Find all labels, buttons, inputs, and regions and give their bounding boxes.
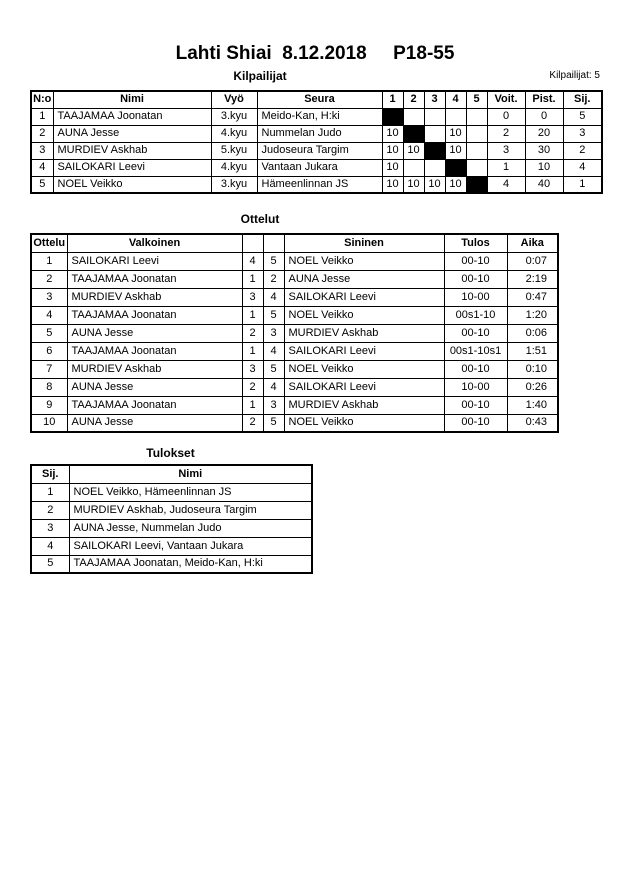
col-header-club: Seura	[257, 91, 382, 108]
blue-competitor-number: 4	[263, 342, 284, 360]
score-cell	[424, 108, 445, 125]
blue-competitor-number: 5	[263, 360, 284, 378]
blue-competitor-number: 5	[263, 414, 284, 432]
results-header-row	[31, 465, 312, 483]
competitor-number: 3	[31, 142, 53, 159]
blue-competitor-number: 3	[263, 396, 284, 414]
col-header-blue-number	[263, 234, 284, 252]
match-result: 00-10	[444, 396, 507, 414]
competitor-club: Judoseura Targim	[257, 142, 382, 159]
competitor-belt: 5.kyu	[211, 142, 257, 159]
section-title-results: Tulokset	[146, 446, 195, 460]
competitor-number: 2	[31, 125, 53, 142]
match-result: 10-00	[444, 378, 507, 396]
section-title-competitors: Kilpailijat	[233, 69, 287, 83]
results-table	[30, 464, 313, 574]
competitor-name: AUNA Jesse	[53, 125, 211, 142]
match-result: 00s1-10s1	[444, 342, 507, 360]
col-header-blue: Sininen	[284, 234, 444, 252]
competitor-row	[31, 108, 602, 125]
result-row	[31, 483, 312, 501]
match-time: 1:40	[507, 396, 558, 414]
competitor-points: 40	[525, 176, 563, 193]
result-name: AUNA Jesse, Nummelan Judo	[69, 519, 312, 537]
match-time: 2:19	[507, 270, 558, 288]
white-name: MURDIEV Askhab	[67, 288, 242, 306]
match-row	[31, 324, 558, 342]
competitor-wins: 0	[487, 108, 525, 125]
match-time: 0:43	[507, 414, 558, 432]
match-number: 8	[31, 378, 67, 396]
blue-competitor-number: 4	[263, 378, 284, 396]
competitor-points: 10	[525, 159, 563, 176]
result-row	[31, 519, 312, 537]
blue-name: SAILOKARI Leevi	[284, 378, 444, 396]
result-place: 4	[31, 537, 69, 555]
col-header-time: Aika	[507, 234, 558, 252]
match-number: 9	[31, 396, 67, 414]
result-name: NOEL Veikko, Hämeenlinnan JS	[69, 483, 312, 501]
match-row	[31, 270, 558, 288]
col-header-white: Valkoinen	[67, 234, 242, 252]
score-cell: 10	[382, 142, 403, 159]
match-result: 00-10	[444, 252, 507, 270]
match-row	[31, 252, 558, 270]
score-cell: 10	[382, 125, 403, 142]
competitor-place: 3	[563, 125, 602, 142]
col-header-place: Sij.	[563, 91, 602, 108]
match-result: 00-10	[444, 270, 507, 288]
blue-name: MURDIEV Askhab	[284, 324, 444, 342]
white-name: AUNA Jesse	[67, 378, 242, 396]
match-time: 0:10	[507, 360, 558, 378]
white-name: AUNA Jesse	[67, 414, 242, 432]
competitor-row	[31, 176, 602, 193]
col-header-points: Pist.	[525, 91, 563, 108]
competitor-belt: 3.kyu	[211, 108, 257, 125]
match-number: 5	[31, 324, 67, 342]
col-header-opp3: 3	[424, 91, 445, 108]
competitor-row	[31, 159, 602, 176]
matches-header-row	[31, 234, 558, 252]
result-place: 2	[31, 501, 69, 519]
match-row	[31, 396, 558, 414]
match-result: 10-00	[444, 288, 507, 306]
col-header-match: Ottelu	[31, 234, 67, 252]
competitor-place: 4	[563, 159, 602, 176]
match-time: 0:06	[507, 324, 558, 342]
col-header-belt: Vyö	[211, 91, 257, 108]
match-row	[31, 378, 558, 396]
competitor-place: 2	[563, 142, 602, 159]
competitor-place: 1	[563, 176, 602, 193]
white-competitor-number: 2	[242, 378, 263, 396]
white-name: TAAJAMAA Joonatan	[67, 270, 242, 288]
competitors-count-label: Kilpailijat: 5	[549, 70, 600, 81]
white-name: SAILOKARI Leevi	[67, 252, 242, 270]
match-result: 00s1-10	[444, 306, 507, 324]
competitor-club: Nummelan Judo	[257, 125, 382, 142]
match-time: 0:26	[507, 378, 558, 396]
match-number: 2	[31, 270, 67, 288]
score-cell-self	[424, 142, 445, 159]
score-cell: 10	[403, 176, 424, 193]
competitor-number: 4	[31, 159, 53, 176]
score-cell	[403, 159, 424, 176]
result-row	[31, 555, 312, 573]
score-cell-self	[403, 125, 424, 142]
result-name: SAILOKARI Leevi, Vantaan Jukara	[69, 537, 312, 555]
white-name: TAAJAMAA Joonatan	[67, 342, 242, 360]
white-competitor-number: 1	[242, 306, 263, 324]
score-cell: 10	[382, 159, 403, 176]
score-cell-self	[466, 176, 487, 193]
match-number: 6	[31, 342, 67, 360]
competitor-points: 30	[525, 142, 563, 159]
competitor-points: 20	[525, 125, 563, 142]
match-number: 4	[31, 306, 67, 324]
competitor-row	[31, 125, 602, 142]
col-header-no: N:o	[31, 91, 53, 108]
score-cell: 10	[445, 125, 466, 142]
blue-competitor-number: 4	[263, 288, 284, 306]
match-number: 1	[31, 252, 67, 270]
score-cell-self	[445, 159, 466, 176]
score-cell	[466, 125, 487, 142]
competitor-number: 5	[31, 176, 53, 193]
blue-name: AUNA Jesse	[284, 270, 444, 288]
competitors-header-row	[31, 91, 602, 108]
blue-competitor-number: 5	[263, 252, 284, 270]
col-header-opp2: 2	[403, 91, 424, 108]
competitor-row	[31, 142, 602, 159]
score-cell	[466, 159, 487, 176]
result-name: MURDIEV Askhab, Judoseura Targim	[69, 501, 312, 519]
competitor-number: 1	[31, 108, 53, 125]
match-time: 1:20	[507, 306, 558, 324]
score-cell: 10	[445, 142, 466, 159]
competitor-club: Vantaan Jukara	[257, 159, 382, 176]
score-cell: 10	[382, 176, 403, 193]
blue-name: NOEL Veikko	[284, 306, 444, 324]
blue-competitor-number: 3	[263, 324, 284, 342]
result-place: 5	[31, 555, 69, 573]
competitor-club: Hämeenlinnan JS	[257, 176, 382, 193]
col-header-result: Tulos	[444, 234, 507, 252]
competitor-belt: 4.kyu	[211, 159, 257, 176]
match-time: 0:47	[507, 288, 558, 306]
blue-name: SAILOKARI Leevi	[284, 342, 444, 360]
score-cell-self	[382, 108, 403, 125]
match-number: 10	[31, 414, 67, 432]
col-header-name: Nimi	[53, 91, 211, 108]
white-name: TAAJAMAA Joonatan	[67, 396, 242, 414]
match-number: 7	[31, 360, 67, 378]
white-competitor-number: 1	[242, 396, 263, 414]
competitor-points: 0	[525, 108, 563, 125]
competitors-table	[30, 90, 603, 194]
match-result: 00-10	[444, 324, 507, 342]
competitor-name: SAILOKARI Leevi	[53, 159, 211, 176]
score-cell: 10	[424, 176, 445, 193]
competitor-wins: 3	[487, 142, 525, 159]
match-result: 00-10	[444, 360, 507, 378]
result-place: 3	[31, 519, 69, 537]
white-competitor-number: 3	[242, 288, 263, 306]
match-row	[31, 414, 558, 432]
result-row	[31, 501, 312, 519]
col-header-opp5: 5	[466, 91, 487, 108]
score-cell: 10	[403, 142, 424, 159]
competitor-wins: 2	[487, 125, 525, 142]
blue-competitor-number: 2	[263, 270, 284, 288]
competitor-place: 5	[563, 108, 602, 125]
match-result: 00-10	[444, 414, 507, 432]
white-name: AUNA Jesse	[67, 324, 242, 342]
score-cell	[403, 108, 424, 125]
white-competitor-number: 2	[242, 324, 263, 342]
result-place: 1	[31, 483, 69, 501]
white-competitor-number: 4	[242, 252, 263, 270]
col-header-place: Sij.	[31, 465, 69, 483]
match-row	[31, 306, 558, 324]
col-header-opp4: 4	[445, 91, 466, 108]
score-cell	[466, 142, 487, 159]
page-title: Lahti Shiai 8.12.2018 P18-55	[175, 43, 455, 64]
col-header-wins: Voit.	[487, 91, 525, 108]
score-cell	[424, 125, 445, 142]
blue-name: NOEL Veikko	[284, 252, 444, 270]
match-time: 1:51	[507, 342, 558, 360]
score-cell	[445, 108, 466, 125]
match-row	[31, 360, 558, 378]
competitor-club: Meido-Kan, H:ki	[257, 108, 382, 125]
score-cell	[466, 108, 487, 125]
blue-name: SAILOKARI Leevi	[284, 288, 444, 306]
col-header-white-number	[242, 234, 263, 252]
competitor-wins: 4	[487, 176, 525, 193]
match-row	[31, 288, 558, 306]
match-number: 3	[31, 288, 67, 306]
result-row	[31, 537, 312, 555]
white-name: TAAJAMAA Joonatan	[67, 306, 242, 324]
col-header-name: Nimi	[69, 465, 312, 483]
white-competitor-number: 2	[242, 414, 263, 432]
matches-table	[30, 233, 559, 433]
white-name: MURDIEV Askhab	[67, 360, 242, 378]
competitor-wins: 1	[487, 159, 525, 176]
competitor-belt: 4.kyu	[211, 125, 257, 142]
blue-name: NOEL Veikko	[284, 360, 444, 378]
score-cell: 10	[445, 176, 466, 193]
competitor-name: TAAJAMAA Joonatan	[53, 108, 211, 125]
score-cell	[424, 159, 445, 176]
blue-name: NOEL Veikko	[284, 414, 444, 432]
blue-name: MURDIEV Askhab	[284, 396, 444, 414]
col-header-opp1: 1	[382, 91, 403, 108]
match-time: 0:07	[507, 252, 558, 270]
white-competitor-number: 3	[242, 360, 263, 378]
competitor-name: NOEL Veikko	[53, 176, 211, 193]
match-row	[31, 342, 558, 360]
blue-competitor-number: 5	[263, 306, 284, 324]
section-title-matches: Ottelut	[240, 212, 280, 226]
result-name: TAAJAMAA Joonatan, Meido-Kan, H:ki	[69, 555, 312, 573]
white-competitor-number: 1	[242, 270, 263, 288]
competitor-name: MURDIEV Askhab	[53, 142, 211, 159]
competitor-belt: 3.kyu	[211, 176, 257, 193]
white-competitor-number: 1	[242, 342, 263, 360]
